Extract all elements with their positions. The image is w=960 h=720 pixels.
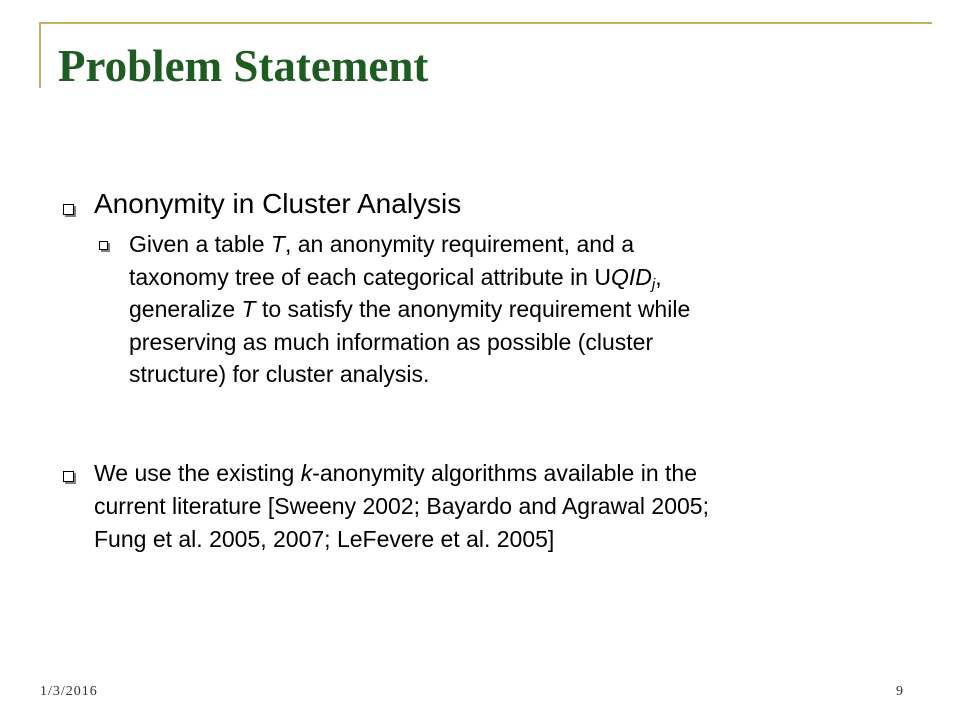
text-line: generalize T to satisfy the anonymity requirement while [129,296,691,323]
text-line: structure) for cluster analysis. [129,361,430,388]
square-bullet-icon [99,241,108,250]
text-line: We use the existing k-anonymity algorithms available in the [94,460,697,486]
square-bullet-icon [63,471,74,482]
text-line: preserving as much information as possible (cluster [129,328,654,355]
text-line: Fung et al. 2005, 2007; LeFevere et al. 2005] [94,526,555,552]
text-line: current literature [Sweeny 2002; Bayardo and Agrawal 2005; [94,493,709,519]
frame-left-rule [39,22,41,88]
square-bullet-icon [63,204,74,215]
frame-top-rule [39,22,932,24]
footer-date: 1/3/2016 [40,684,98,699]
slide-title: Problem Statement [58,41,429,91]
bullet-anonymity-heading: Anonymity in Cluster Analysis [94,188,462,219]
text-line: Given a table T, an anonymity requirement, and a [129,231,635,257]
footer-page-number: 9 [896,684,903,699]
sub-bullet-problem-definition [129,228,889,391]
bullet-k-anonymity-algorithms [94,457,914,556]
text-line: taxonomy tree of each categorical attribute in $UQID_j$, [129,263,662,293]
